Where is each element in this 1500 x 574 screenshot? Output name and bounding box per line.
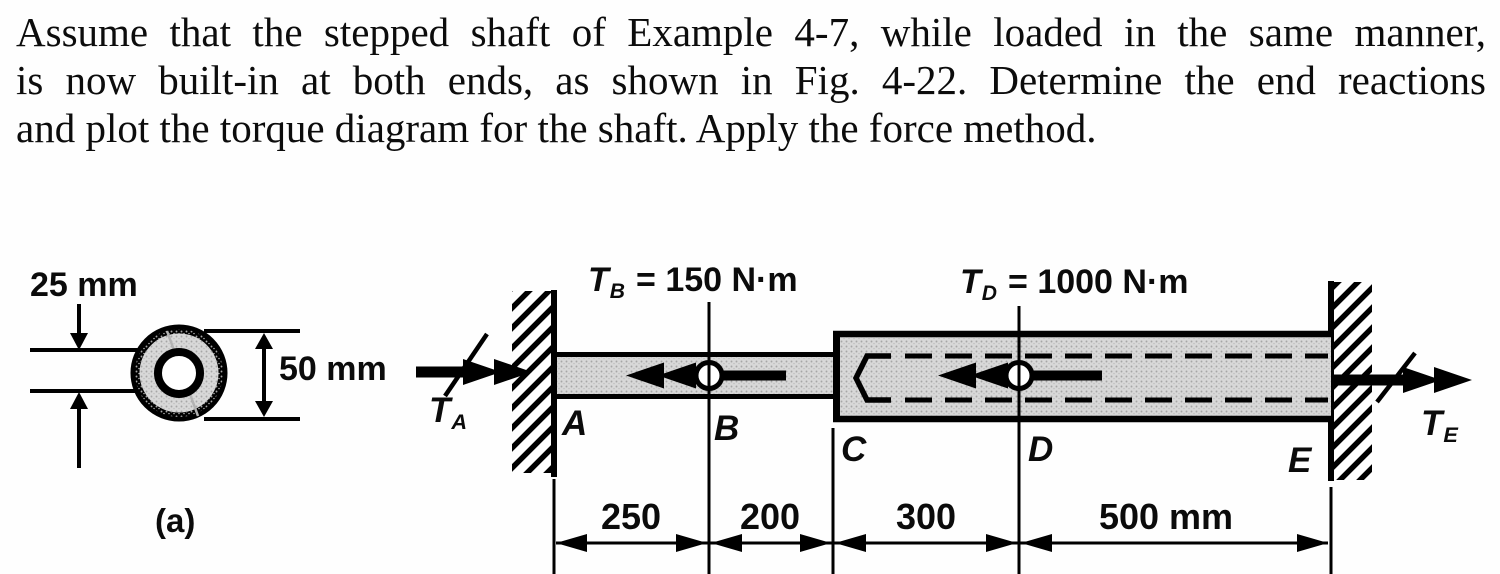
ta-subscript: A [451,408,468,434]
dimension-bc: 200 [739,496,801,537]
inner-diameter-label: 25 mm [30,266,138,304]
outer-diameter-label: 50 mm [279,350,387,388]
torque-label-b [588,261,798,304]
torque-b-value: = 150 N·m [636,261,798,299]
dimension-cd: 300 [895,496,957,537]
point-label-e: E [1288,441,1312,480]
torque-d-value: = 1000 N·m [1008,263,1189,301]
statement-line-2: is now built-in at both ends, as shown in Fig. 4-22. Determine the end reactions [16,57,1486,103]
te-symbol: T [1421,404,1443,443]
point-label-c: C [841,430,867,469]
reaction-label-ta [429,391,467,435]
torque-b-symbol: T [588,261,609,299]
ta-symbol: T [429,391,451,430]
bore-hole [158,352,200,394]
torque-d-symbol: T [960,263,981,301]
te-subscript: E [1443,421,1458,447]
hollow-section-circle [135,329,223,417]
torque-d-subscript: D [981,281,998,305]
cross-section-view [30,304,300,468]
statement-line-3: and plot the torque diagram for the shaft. Apply the force method. [16,105,1097,151]
dimension-ab: 250 [600,496,662,537]
left-wall [512,290,554,477]
torque-b-subscript: B [609,279,626,303]
dimension-de: 500 mm [1098,496,1234,537]
statement-line-1: Assume that the stepped shaft of Example 4-7, while loaded in the same manner, [16,9,1486,55]
point-label-a: A [562,404,588,443]
torque-label-d [960,263,1189,306]
reaction-label-te [1421,404,1458,448]
problem-statement [16,8,1486,152]
ta-slash [445,334,487,396]
point-label-b: B [714,409,740,448]
point-label-d: D [1028,430,1054,469]
figure-caption-a: (a) [155,502,196,539]
left-wall-hatch [512,291,551,473]
dim-25mm-arrows [70,304,88,468]
